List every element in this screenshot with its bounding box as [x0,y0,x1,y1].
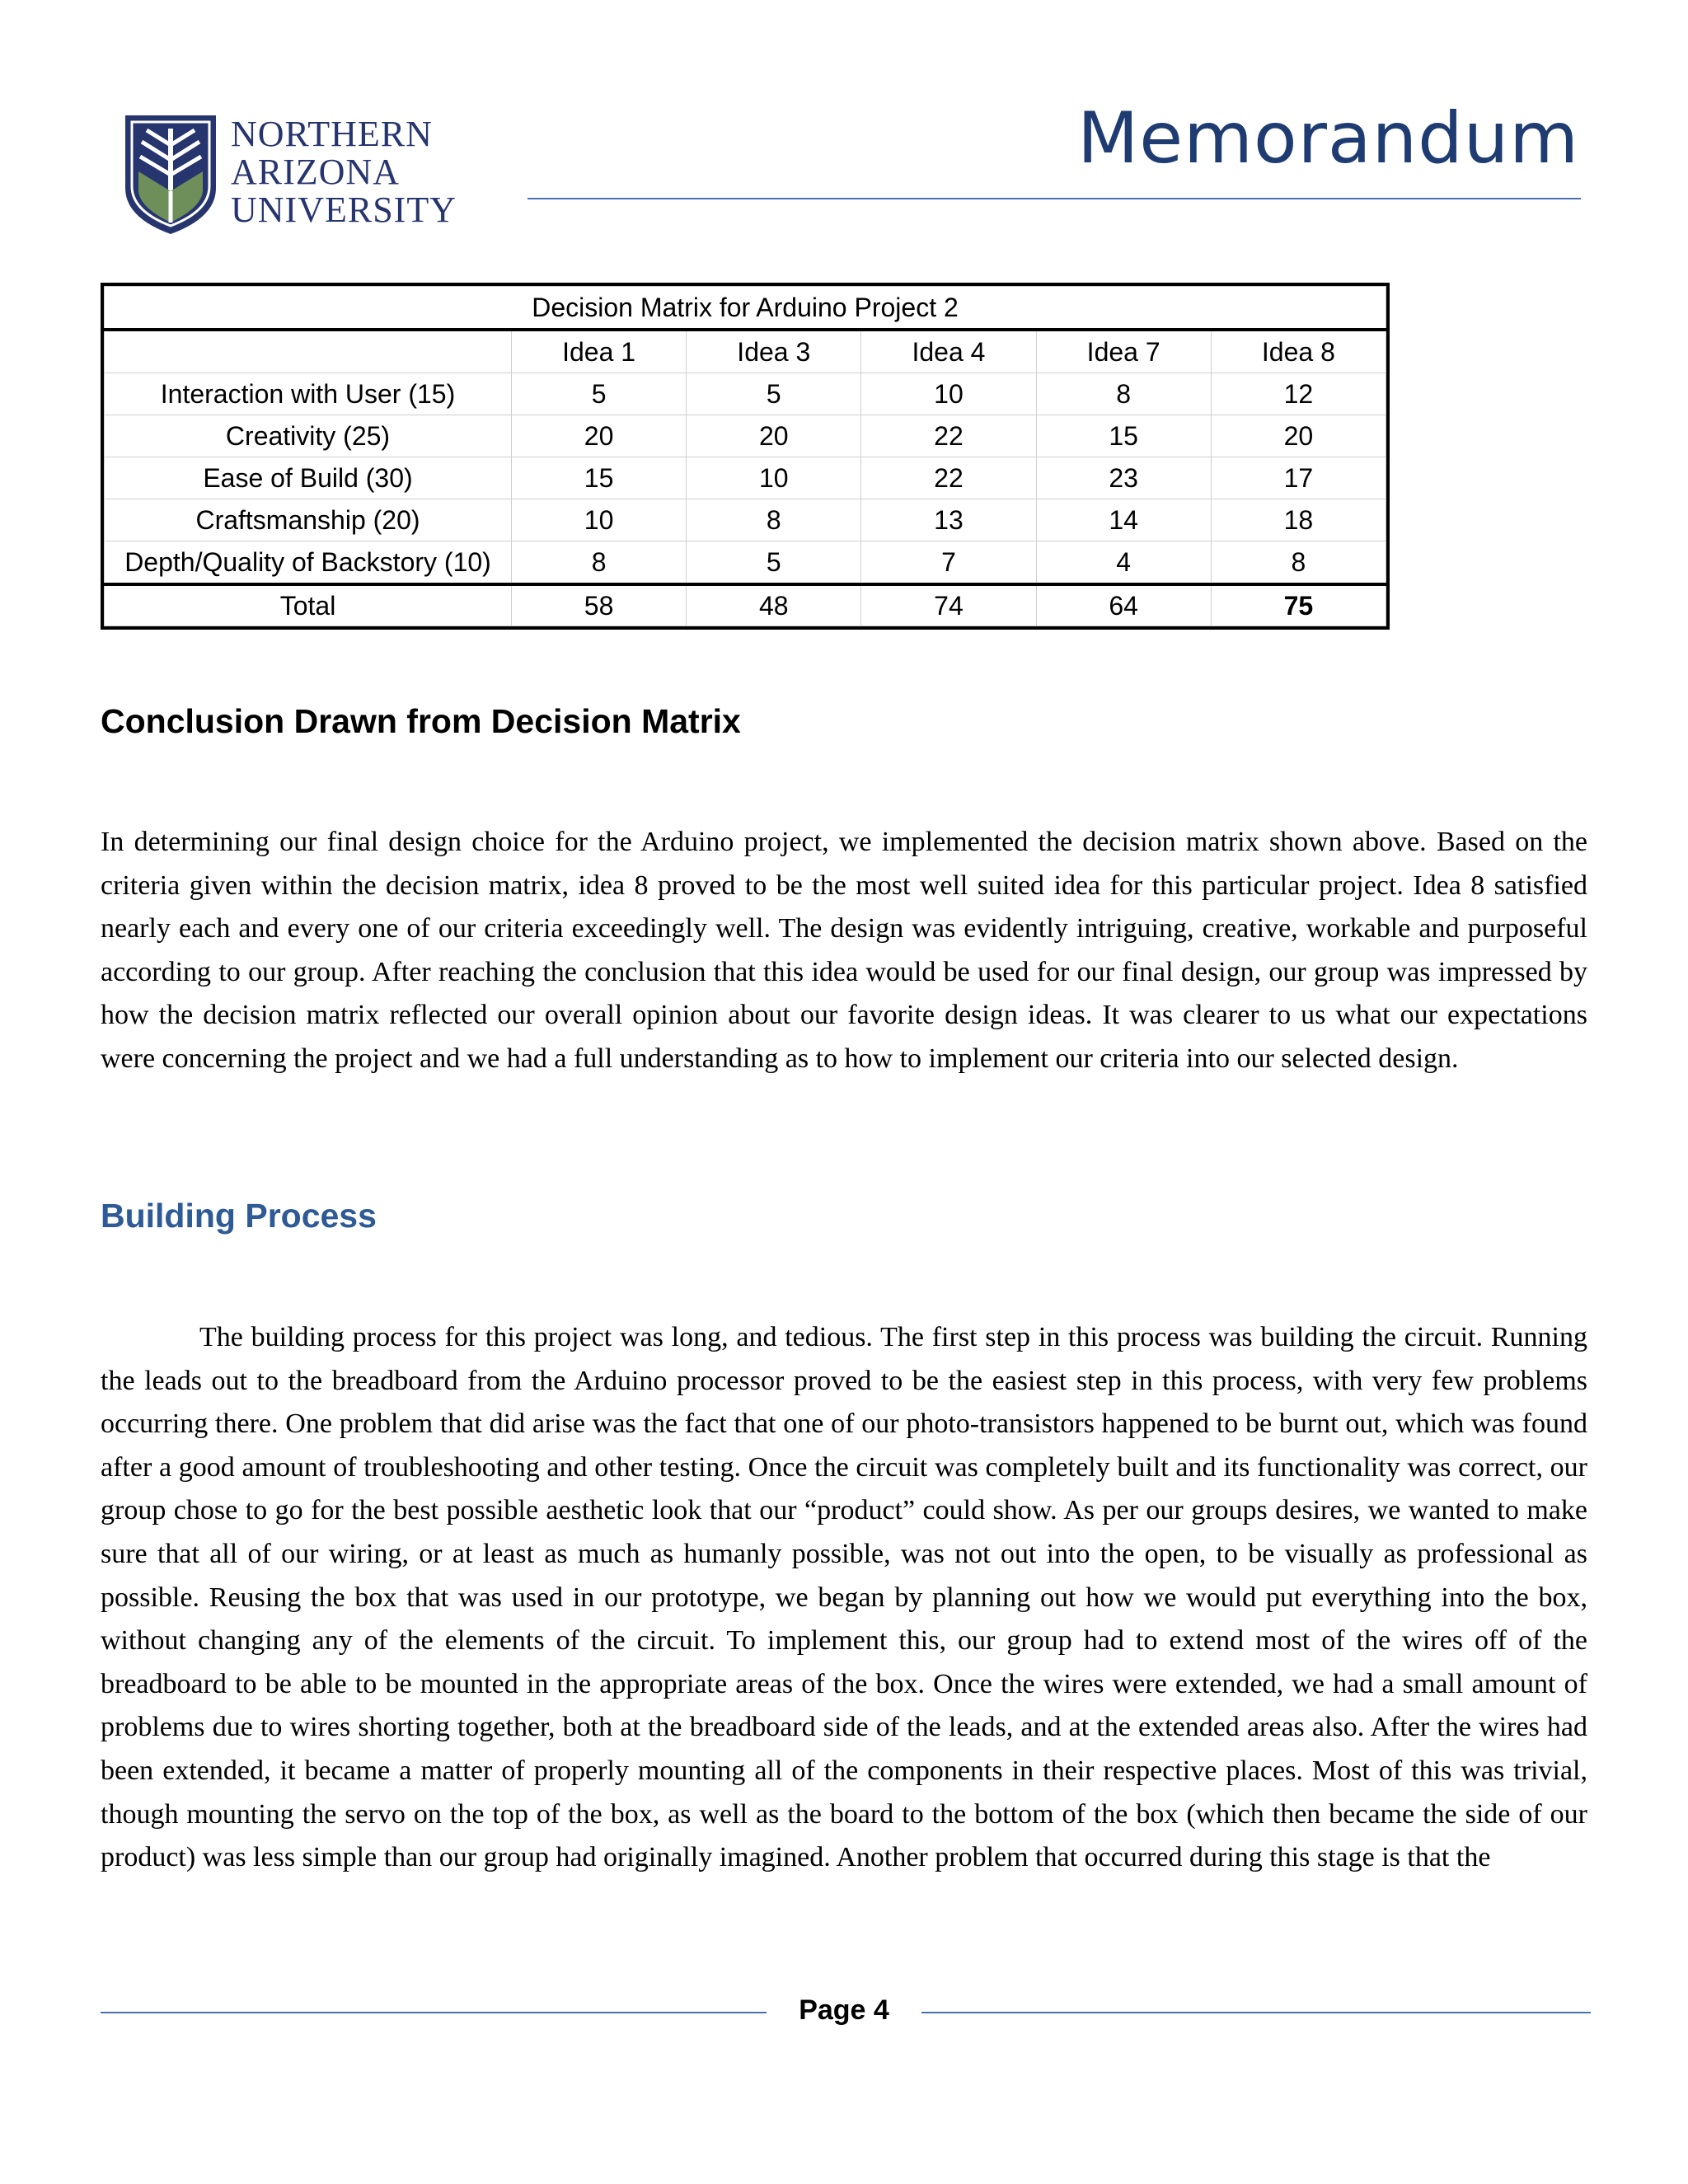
score-cell: 10 [512,499,687,541]
header-cell: Idea 1 [512,330,687,373]
table-caption-row [105,287,1386,330]
score-cell: 15 [512,457,687,499]
building-process-heading: Building Process [101,1197,377,1235]
winning-total-cell: 75 [1211,584,1386,626]
criterion-cell: Ease of Build (30) [105,457,512,499]
total-cell: 64 [1036,584,1211,626]
score-cell: 14 [1036,499,1211,541]
total-cell: 74 [861,584,1036,626]
decision-matrix-table [101,283,1390,630]
score-cell: 20 [1211,415,1386,457]
table-row [105,499,1386,541]
logo-wordmark [231,115,457,229]
header-cell [105,330,512,373]
university-logo [122,112,485,236]
logo-line-1: NORTHERN [231,114,433,154]
memorandum-title: Memorandum [1077,97,1579,180]
score-cell: 5 [512,373,687,415]
table-row [105,415,1386,457]
score-cell: 5 [687,541,861,585]
total-label: Total [105,584,512,626]
score-cell: 20 [687,415,861,457]
conclusion-paragraph: In determining our final design choice for the Arduino project, we implemented the decision matrix shown above. Based on the criteria given within the decision matrix, idea 8 proved to be the most well suited idea for this particular project. Idea 8 satisfied nearly each and every one of our criteria exceedingly well. The design was evidently intriguing, creative, workable and purposeful according to our group. After reaching the conclusion that this idea would be used for our final design, our group was impressed by how the decision matrix reflected our overall opinion about our favorite design ideas. It was clearer to us what our expectations were concerning the project and we had a full understanding as to how to implement our criteria into our selected design. [101,827,1587,1074]
footer-divider-right [921,2012,1591,2013]
score-cell: 15 [1036,415,1211,457]
score-cell: 12 [1211,373,1386,415]
table-row [105,373,1386,415]
score-cell: 18 [1211,499,1386,541]
header-cell: Idea 3 [687,330,861,373]
score-cell: 8 [1036,373,1211,415]
header-cell: Idea 4 [861,330,1036,373]
shield-logo-icon [122,112,219,236]
header-cell: Idea 8 [1211,330,1386,373]
score-cell: 23 [1036,457,1211,499]
table-header-row [105,330,1386,373]
total-row [105,584,1386,626]
header-divider [528,198,1581,199]
total-cell: 58 [512,584,687,626]
criterion-cell: Depth/Quality of Backstory (10) [105,541,512,585]
criterion-cell: Craftsmanship (20) [105,499,512,541]
criterion-cell: Interaction with User (15) [105,373,512,415]
table-row [105,457,1386,499]
total-cell: 48 [687,584,861,626]
score-cell: 10 [687,457,861,499]
score-cell: 22 [861,457,1036,499]
score-cell: 20 [512,415,687,457]
page-number: Page 4 [799,1994,889,2026]
score-cell: 7 [861,541,1036,585]
building-process-paragraph: The building process for this project was long, and tedious. The first step in this process was building the circuit. Running the leads out to the breadboard from the Arduino processor proved to be the easiest step in this process, with very few problems occurring there. One problem that did arise was the fact that one of our photo-transistors happened to be burnt out, which was found after a good amount of troubleshooting and other testing. Once the circuit was completely built and its functionality was correct, our group chose to go for the best possible aesthetic look that our “product” could show. As per our groups desires, we wanted to make sure that all of our wiring, or at least as much as humanly possible, was not out into the open, to be visually as professional as possible. Reusing the box that was used in our prototype, we began by planning out how we would put everything into the box, without changing any of the elements of the circuit. To implement this, our group had to extend most of the wires off of the breadboard to be able to be mounted in the appropriate areas of the box. Once the wires were extended, we had a small amount of problems due to wires shorting together, both at the breadboard side of the leads, and at the extended areas also. After the wires had been extended, it became a matter of properly mounting all of the components in their respective places. Most of this was trivial, though mounting the servo on the top of the box, as well as the board to the bottom of the box (which then became the side of our product) was less simple than our group had originally imagined. Another problem that occurred during this stage is that the [101,1322,1587,1873]
logo-line-3: UNIVERSITY [231,190,457,230]
header-cell: Idea 7 [1036,330,1211,373]
table-row [105,541,1386,585]
conclusion-heading: Conclusion Drawn from Decision Matrix [101,702,741,740]
score-cell: 8 [1211,541,1386,585]
score-cell: 8 [687,499,861,541]
score-cell: 22 [861,415,1036,457]
score-cell: 8 [512,541,687,585]
score-cell: 13 [861,499,1036,541]
criterion-cell: Creativity (25) [105,415,512,457]
score-cell: 4 [1036,541,1211,585]
table-caption: Decision Matrix for Arduino Project 2 [105,287,1386,330]
score-cell: 5 [687,373,861,415]
score-cell: 10 [861,373,1036,415]
footer-divider-left [101,2012,767,2013]
logo-line-2: ARIZONA [231,152,400,192]
score-cell: 17 [1211,457,1386,499]
